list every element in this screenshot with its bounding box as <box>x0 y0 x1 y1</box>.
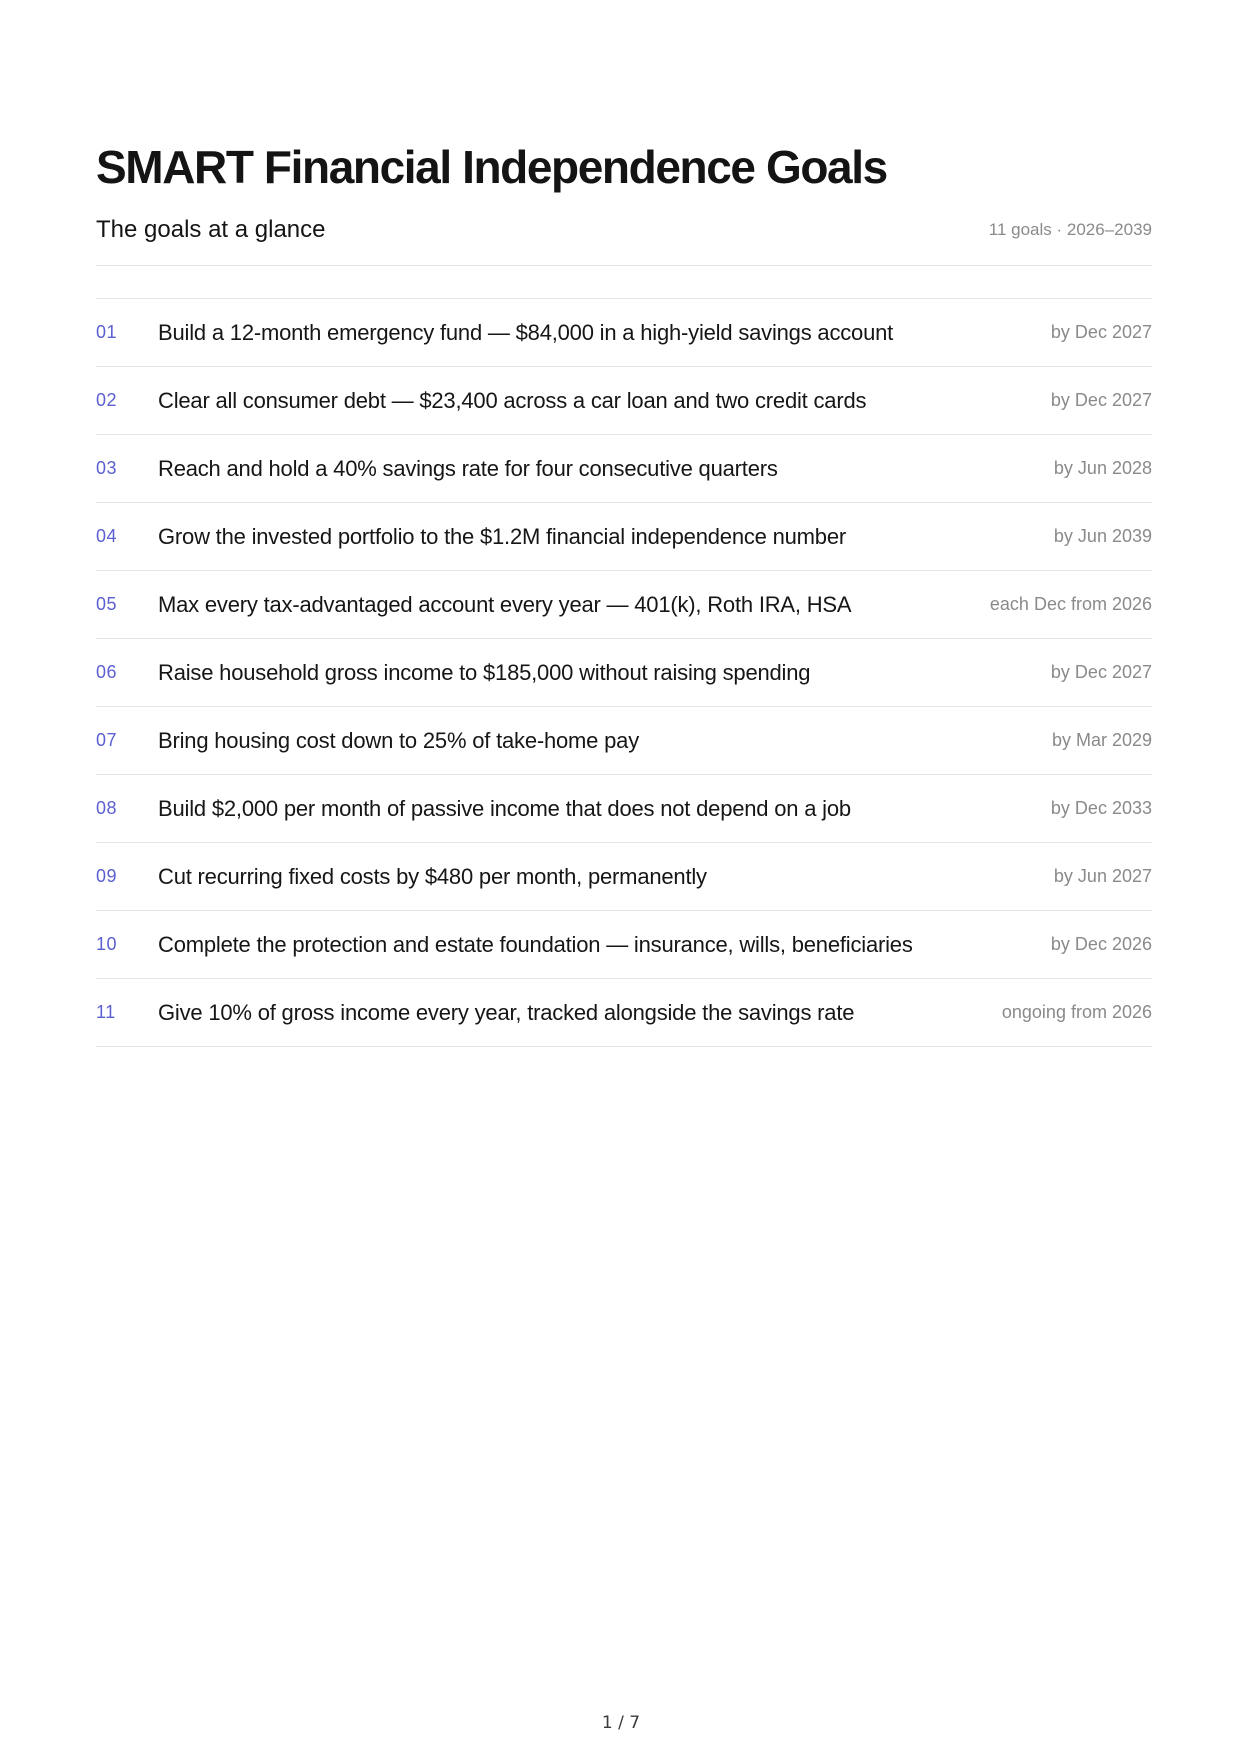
goal-row-01 <box>96 298 1152 367</box>
section-meta: 11 goals · 2026–2039 <box>988 220 1152 239</box>
goal-text: Grow the invested portfolio to the $1.2M financial independence number <box>158 523 846 549</box>
goal-text: Build a 12-month emergency fund — $84,000 in a high-yield savings account <box>158 319 894 345</box>
goal-number: 10 <box>96 934 118 954</box>
goal-text: Cut recurring fixed costs by $480 per month, permanently <box>158 863 707 889</box>
goal-text: Raise household gross income to $185,000 without raising spending <box>158 659 811 685</box>
section-header <box>96 212 1152 248</box>
goal-list <box>96 298 1152 1047</box>
goal-number: 03 <box>96 458 118 478</box>
goal-text: Build $2,000 per month of passive income that does not depend on a job <box>158 795 851 821</box>
section-title: The goals at a glance <box>96 216 326 243</box>
goal-due-date: by Jun 2039 <box>1053 526 1152 546</box>
goal-row-06 <box>96 639 1152 707</box>
goal-due-date: by Mar 2029 <box>1051 730 1152 750</box>
goal-row-08 <box>96 775 1152 843</box>
goal-row-11 <box>96 979 1152 1047</box>
goal-number: 01 <box>96 322 118 342</box>
goal-number: 08 <box>96 798 118 818</box>
goal-number: 02 <box>96 390 118 410</box>
goal-number: 07 <box>96 730 118 750</box>
goal-row-02 <box>96 367 1152 435</box>
goal-number: 09 <box>96 866 118 886</box>
goal-due-date: by Dec 2027 <box>1050 390 1152 410</box>
goal-due-date: by Jun 2027 <box>1053 866 1152 886</box>
goal-due-date: by Dec 2027 <box>1050 322 1152 342</box>
page-title: SMART Financial Independence Goals <box>96 141 887 193</box>
goal-row-04 <box>96 503 1152 571</box>
goal-due-date: ongoing from 2026 <box>1001 1002 1152 1022</box>
page-number: 1 / 7 <box>601 1713 641 1733</box>
goal-row-09 <box>96 843 1152 911</box>
goal-number: 05 <box>96 594 118 614</box>
goal-text: Clear all consumer debt — $23,400 across a car loan and two credit cards <box>158 387 867 413</box>
goal-row-10 <box>96 911 1152 979</box>
goal-due-date: by Dec 2026 <box>1050 934 1152 954</box>
header-divider <box>96 265 1152 266</box>
goal-text: Reach and hold a 40% savings rate for four consecutive quarters <box>158 455 778 481</box>
goal-number: 04 <box>96 526 118 546</box>
goal-due-date: each Dec from 2026 <box>989 594 1152 614</box>
goal-due-date: by Dec 2027 <box>1050 662 1152 682</box>
goal-row-07 <box>96 707 1152 775</box>
goal-text: Complete the protection and estate foundation — insurance, wills, beneficiaries <box>158 931 913 957</box>
goal-number: 06 <box>96 662 118 682</box>
goal-text: Give 10% of gross income every year, tracked alongside the savings rate <box>158 999 855 1025</box>
goal-due-date: by Dec 2033 <box>1050 798 1152 818</box>
goal-row-05 <box>96 571 1152 639</box>
goal-text: Max every tax-advantaged account every year — 401(k), Roth IRA, HSA <box>158 591 852 617</box>
goal-due-date: by Jun 2028 <box>1053 458 1152 478</box>
goal-number: 11 <box>96 1002 116 1022</box>
goal-row-03 <box>96 435 1152 503</box>
goal-text: Bring housing cost down to 25% of take-home pay <box>158 727 640 753</box>
